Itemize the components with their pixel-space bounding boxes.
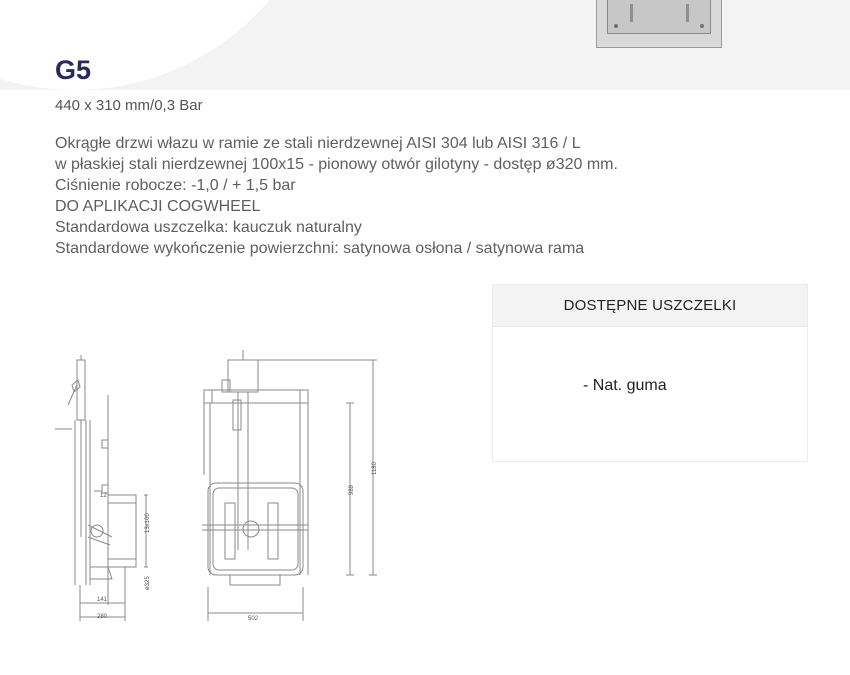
dim-label-bottom: 141 <box>97 597 108 603</box>
dim-label-thickness: 13x100 <box>145 513 151 533</box>
dim-label-small: 12 <box>100 493 107 499</box>
photo-bolt <box>614 24 618 28</box>
dim-label-diameter: ø325 <box>145 576 151 590</box>
seal-item: - Nat. guma <box>583 377 667 394</box>
description-line: Standardowa uszczelka: kauczuk naturalny <box>55 219 362 236</box>
product-photo <box>596 0 722 48</box>
technical-drawing <box>50 345 400 625</box>
photo-hinge-bar <box>686 4 689 22</box>
description-line: DO APLIKACJI COGWHEEL <box>55 198 261 215</box>
available-seals-header: DOSTĘPNE USZCZELKI <box>493 285 807 327</box>
description-line: Standardowe wykończenie powierzchni: satynowa osłona / satynowa rama <box>55 240 585 257</box>
dim-label-width: 280 <box>97 614 108 620</box>
product-photo-frame <box>607 0 711 34</box>
product-title: G5 <box>55 55 92 85</box>
photo-hinge-bar <box>630 4 633 22</box>
side-view <box>55 355 148 621</box>
description-line: Okrągłe drzwi włazu w ramie ze stali nierdzewnej AISI 304 lub AISI 316 / L <box>55 135 581 152</box>
description-line: Ciśnienie robocze: -1,0 / + 1,5 bar <box>55 177 296 194</box>
product-description <box>55 133 755 259</box>
photo-bolt <box>700 24 704 28</box>
dim-label-total-height: 1180 <box>372 462 378 475</box>
available-seals-panel <box>492 284 808 462</box>
product-subtitle: 440 x 310 mm/0,3 Bar <box>55 97 203 114</box>
dim-label-inner-height: 989 <box>349 484 355 495</box>
dim-label-front-width: 502 <box>248 616 259 622</box>
description-line: w płaskiej stali nierdzewnej 100x15 - pionowy otwór gilotyny - dostęp ø320 mm. <box>55 156 618 173</box>
